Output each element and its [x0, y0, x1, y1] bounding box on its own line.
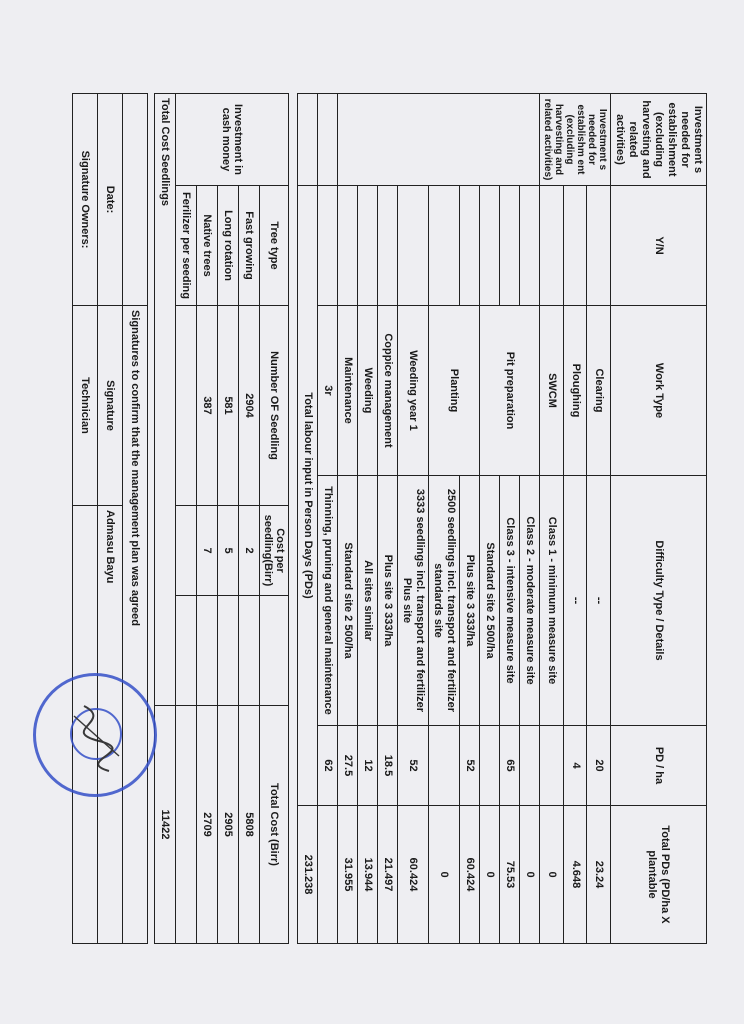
row-work-type: Ploughing — [563, 306, 587, 476]
row-pd — [540, 726, 564, 806]
header-number-seedling: Number OF Seedling — [260, 306, 289, 506]
row-pd: 65 — [500, 726, 520, 806]
row-pd: 27.5 — [338, 726, 358, 806]
table-row — [480, 94, 500, 944]
row-detail: -- — [587, 476, 611, 726]
row-detail: -- — [563, 476, 587, 726]
signer-name: Admasu Bayu — [98, 506, 123, 944]
row-pd — [480, 726, 500, 806]
header-total-pds: Total PDs (PD/ha X plantable — [611, 806, 707, 944]
row-total: 75.53 — [500, 806, 520, 944]
seedling-total: 2905 — [218, 706, 239, 944]
row-extra-detail: Thinning, pruning and general maintenance — [318, 476, 338, 726]
header-total-cost: Total Cost (Birr) — [260, 706, 289, 944]
row-extra-pd: 62 — [318, 726, 338, 806]
row-pd: 52 — [460, 726, 480, 806]
row-detail: Class 2 - moderate measure site — [520, 476, 540, 726]
table-row — [520, 94, 540, 944]
row-work-type: Weeding — [358, 306, 378, 476]
row-total: 21.497 — [378, 806, 398, 944]
row-detail: Class 3 - intensive measure site — [500, 476, 520, 726]
row-detail: All sites similar — [358, 476, 378, 726]
total-cost-row — [155, 94, 176, 944]
investment-label: Investment s needed for establishm ent (excluding harvesting and related activities) — [540, 94, 611, 186]
row-pd: 12 — [358, 726, 378, 806]
row-total: 13.944 — [358, 806, 378, 944]
labour-table-block — [72, 93, 707, 943]
row-detail: Standard site 2 500/ha — [480, 476, 500, 726]
total-cost-label: Total Cost Seedlings — [155, 94, 176, 706]
tree-type: Long rotation — [218, 186, 239, 306]
rotated-document — [27, 73, 717, 953]
row-total: 60.424 — [460, 806, 480, 944]
table-row — [239, 94, 260, 944]
row-total: 0 — [429, 806, 460, 944]
row-pd: 52 — [398, 726, 429, 806]
tree-type: Fast growing — [239, 186, 260, 306]
official-stamp — [33, 673, 157, 797]
seedling-total: 5808 — [239, 706, 260, 944]
row-pd: 18.5 — [378, 726, 398, 806]
date-label: Date: — [98, 94, 123, 306]
total-cost-value: 11422 — [155, 706, 176, 944]
table-row — [460, 94, 480, 944]
total-labour-value: 231.238 — [298, 806, 318, 944]
labour-input-table — [297, 93, 707, 944]
technician-label: Technician — [73, 306, 98, 506]
header-difficulty: Difficulty Type / Details — [611, 476, 707, 726]
table-row — [218, 94, 239, 944]
signatures-confirm-text: Signatures to confirm that the management plan was agreed — [123, 306, 148, 944]
table-row — [318, 94, 338, 944]
signature-header: Signature — [98, 306, 123, 506]
table-row — [197, 94, 218, 944]
handwritten-signature-icon — [36, 676, 154, 794]
row-pd: 20 — [587, 726, 611, 806]
seedling-total: 2709 — [197, 706, 218, 944]
row-total: 0 — [520, 806, 540, 944]
investment-cash-label: Investment in cash money — [176, 94, 289, 186]
table-row — [540, 94, 564, 944]
row-total: 4.648 — [563, 806, 587, 944]
row-detail: Plus site 3 333/ha — [460, 476, 480, 726]
row-total: 60.424 — [398, 806, 429, 944]
table-row — [500, 94, 520, 944]
tree-type: Ferilizer per seeding — [176, 186, 197, 306]
row-total: 23.24 — [587, 806, 611, 944]
header-work-type: Work Type — [611, 306, 707, 476]
table-header-row — [611, 94, 707, 944]
seedling-count: 2904 — [239, 306, 260, 506]
row-detail: Class 1 - minimum measure site — [540, 476, 564, 726]
row-work-type: Maintenance — [338, 306, 358, 476]
table-row — [338, 94, 358, 944]
row-detail: Plus site 3 333/ha — [378, 476, 398, 726]
row-extra-note: 3r — [318, 306, 338, 476]
seedling-cost: 2 — [239, 506, 260, 596]
row-detail: Standard site 2 500/ha — [338, 476, 358, 726]
total-labour-label: Total labour input in Person Days (PDs) — [298, 186, 318, 806]
header-cost-per-seedling: Cost per seedling(Birr) — [260, 506, 289, 596]
row-total: 0 — [480, 806, 500, 944]
signature-owners-label: Signature Owners: — [73, 94, 98, 306]
row-work-type: Pit preparation — [480, 306, 540, 476]
row-pd — [520, 726, 540, 806]
row-work-type: SWCM — [540, 306, 564, 476]
row-detail: 2500 seedlings incl. transport and fertilizer standards site — [429, 476, 460, 726]
row-work-type: Coppice management — [378, 306, 398, 476]
table-row — [563, 94, 587, 944]
seedling-cost: 7 — [197, 506, 218, 596]
total-labour-row — [298, 94, 318, 944]
header-pd-ha: PD / ha — [611, 726, 707, 806]
tree-type: Native trees — [197, 186, 218, 306]
row-total: 0 — [540, 806, 564, 944]
header-yn: Y/N — [611, 186, 707, 306]
seedling-count: 581 — [218, 306, 239, 506]
table-row — [429, 94, 460, 944]
row-pd — [429, 726, 460, 806]
row-pd: 4 — [563, 726, 587, 806]
seedling-count: 387 — [197, 306, 218, 506]
row-work-type: Clearing — [587, 306, 611, 476]
table-row — [358, 94, 378, 944]
row-total: 31.955 — [338, 806, 358, 944]
table-row — [398, 94, 429, 944]
table-row — [378, 94, 398, 944]
table-row — [176, 94, 197, 944]
header-tree-type: Tree type — [260, 186, 289, 306]
seedling-cost: 5 — [218, 506, 239, 596]
seedling-header-row — [260, 94, 289, 944]
seedling-cost-table — [154, 93, 289, 944]
table-row — [587, 94, 611, 944]
row-work-type: Planting — [429, 306, 480, 476]
header-investment: Investment s needed for establishment (excluding harvesting and related activities) — [611, 94, 707, 186]
row-detail: 3333 seedlings incl. transport and fertilizer Plus site — [398, 476, 429, 726]
signature-table — [72, 93, 148, 944]
row-work-type: Weeding year 1 — [398, 306, 429, 476]
